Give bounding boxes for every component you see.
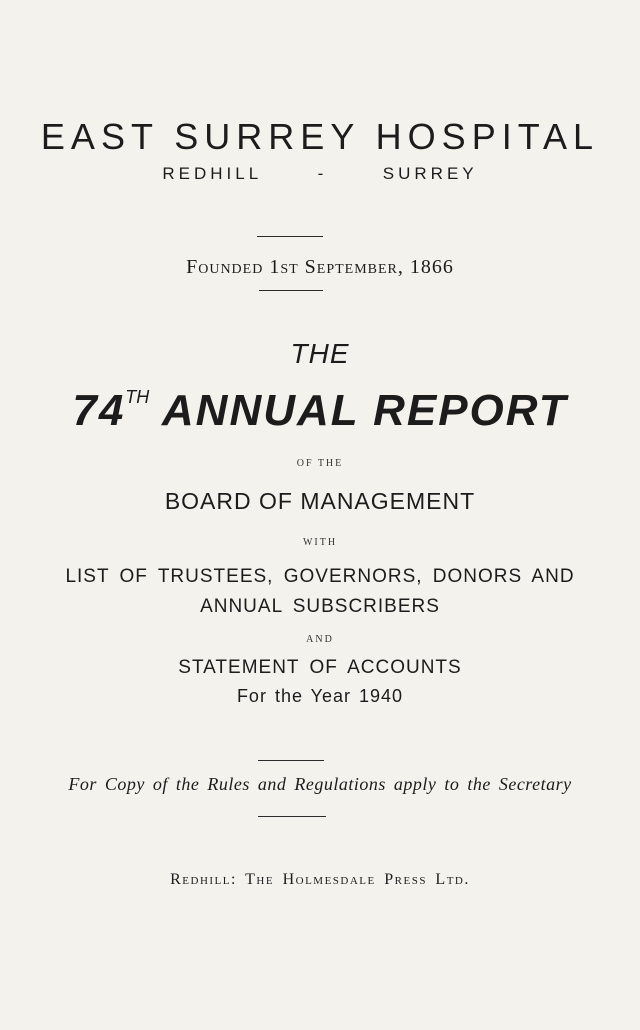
and-label: AND [306,634,334,645]
divider-rule-2 [259,290,323,291]
report-number: 74 [72,386,126,435]
board-heading: BOARD OF MANAGEMENT [164,488,476,514]
publisher-imprint: Redhill: The Holmesdale Press Ltd. [170,871,470,888]
report-title: ANNUAL REPORT [161,386,568,435]
divider-rule-3 [258,760,324,761]
statement-heading: STATEMENT OF ACCOUNTS [178,657,462,678]
report-number-suffix: TH [125,387,150,407]
location-town: REDHILL [162,164,263,183]
location-county: SURREY [382,164,478,183]
divider-rule-1 [257,236,323,237]
founded-date: Founded 1st September, 1866 [186,256,454,278]
report-the: THE [290,338,350,369]
report-heading [0,386,640,436]
of-the-label: OF THE [296,458,344,469]
hospital-location [0,164,640,184]
contents-line-1: LIST OF TRUSTEES, GOVERNORS, DONORS AND [65,566,575,587]
divider-rule-4 [258,816,326,817]
hospital-title: EAST SURREY HOSPITAL [40,116,600,157]
with-label: WITH [302,537,338,548]
contents-line-2: ANNUAL SUBSCRIBERS [200,596,440,617]
report-year: For the Year 1940 [236,686,404,706]
location-separator: - [317,164,328,183]
rules-copy-note: For Copy of the Rules and Regulations apply to the Secretary [68,774,572,794]
